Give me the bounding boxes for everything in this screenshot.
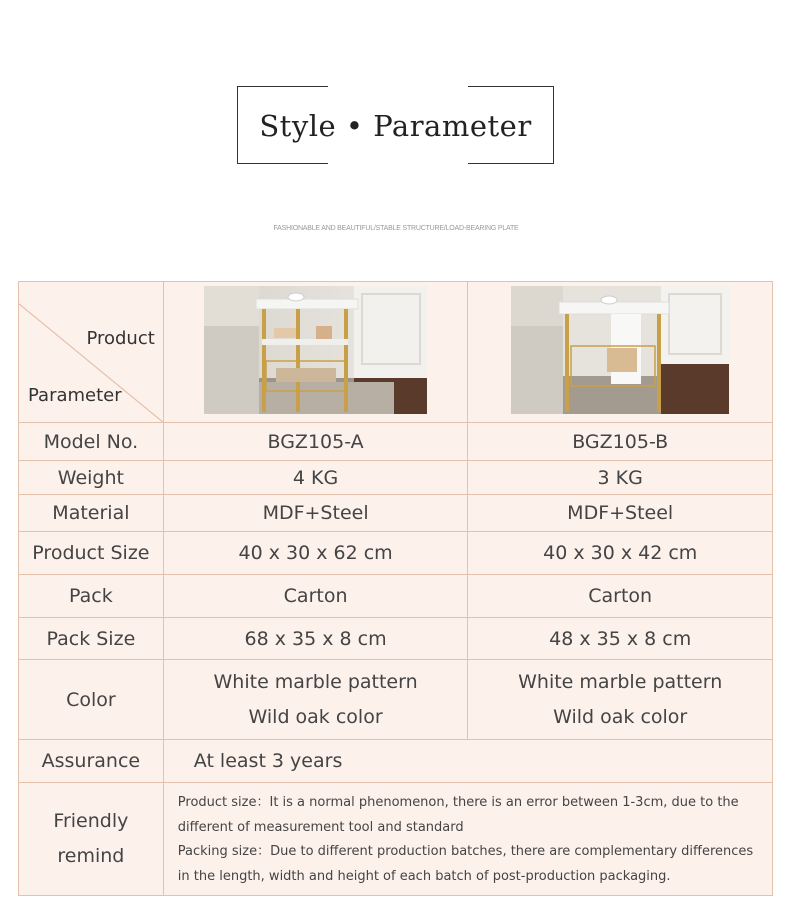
page-title: Style • Parameter	[259, 109, 532, 143]
color-b-line1: White marble pattern	[518, 670, 723, 693]
note-line-2: different of measurement tool and standard	[177, 819, 464, 835]
label-model: Model No.	[19, 423, 164, 461]
label-friendly-remind	[19, 783, 164, 896]
weight-a: 4 KG	[163, 461, 468, 495]
title-frame-gap-bottom	[328, 161, 468, 165]
material-b: MDF+Steel	[468, 495, 773, 532]
table-row-images	[19, 282, 773, 423]
table-row	[19, 423, 773, 461]
label-pack-size: Pack Size	[19, 618, 164, 660]
note-line-4: in the length, width and height of each batch of post-production packaging.	[177, 868, 671, 884]
pack-size-b: 48 x 35 x 8 cm	[468, 618, 773, 660]
table-row	[19, 618, 773, 660]
pack-a: Carton	[163, 575, 468, 618]
color-a-line1: White marble pattern	[213, 670, 418, 693]
color-a-line2: Wild oak color	[248, 705, 383, 728]
color-b-line2: Wild oak color	[553, 705, 688, 728]
table-row	[19, 495, 773, 532]
corner-label-parameter: Parameter	[28, 385, 122, 406]
color-a	[163, 660, 468, 740]
size-a: 40 x 30 x 62 cm	[163, 532, 468, 575]
note-line-1: Product size：It is a normal phenomenon, there is an error between 1-3cm, due to the	[177, 795, 739, 810]
friendly-remind-notes	[163, 783, 772, 896]
side-table-short-photo	[511, 286, 729, 414]
model-b: BGZ105-B	[468, 423, 773, 461]
label-weight: Weight	[19, 461, 164, 495]
label-remind: remind	[57, 845, 125, 867]
title-frame	[237, 86, 554, 164]
product-image-cell-a	[163, 282, 468, 423]
parameter-table	[18, 281, 773, 896]
table-row	[19, 532, 773, 575]
label-color: Color	[19, 660, 164, 740]
product-image-cell-b	[468, 282, 773, 423]
table-row	[19, 461, 773, 495]
title-frame-gap-top	[328, 85, 468, 89]
label-pack: Pack	[19, 575, 164, 618]
note-line-3: Packing size：Due to different production batches, there are complementary differences	[177, 844, 754, 859]
corner-label-product: Product	[86, 328, 155, 349]
side-table-tall-photo	[204, 286, 427, 414]
table-row	[19, 575, 773, 618]
assurance-value: At least 3 years	[163, 740, 772, 783]
table-row	[19, 783, 773, 896]
pack-size-a: 68 x 35 x 8 cm	[163, 618, 468, 660]
label-assurance: Assurance	[19, 740, 164, 783]
table-row	[19, 740, 773, 783]
table-row	[19, 660, 773, 740]
size-b: 40 x 30 x 42 cm	[468, 532, 773, 575]
label-friendly: Friendly	[53, 810, 129, 832]
label-product-size: Product Size	[19, 532, 164, 575]
page-subtitle: FASHIONABLE AND BEAUTIFUL/STABLE STRUCTURE/LOAD-BEARING PLATE	[273, 225, 519, 232]
label-material: Material	[19, 495, 164, 532]
material-a: MDF+Steel	[163, 495, 468, 532]
pack-b: Carton	[468, 575, 773, 618]
corner-header-cell	[19, 282, 164, 423]
model-a: BGZ105-A	[163, 423, 468, 461]
weight-b: 3 KG	[468, 461, 773, 495]
color-b	[468, 660, 773, 740]
